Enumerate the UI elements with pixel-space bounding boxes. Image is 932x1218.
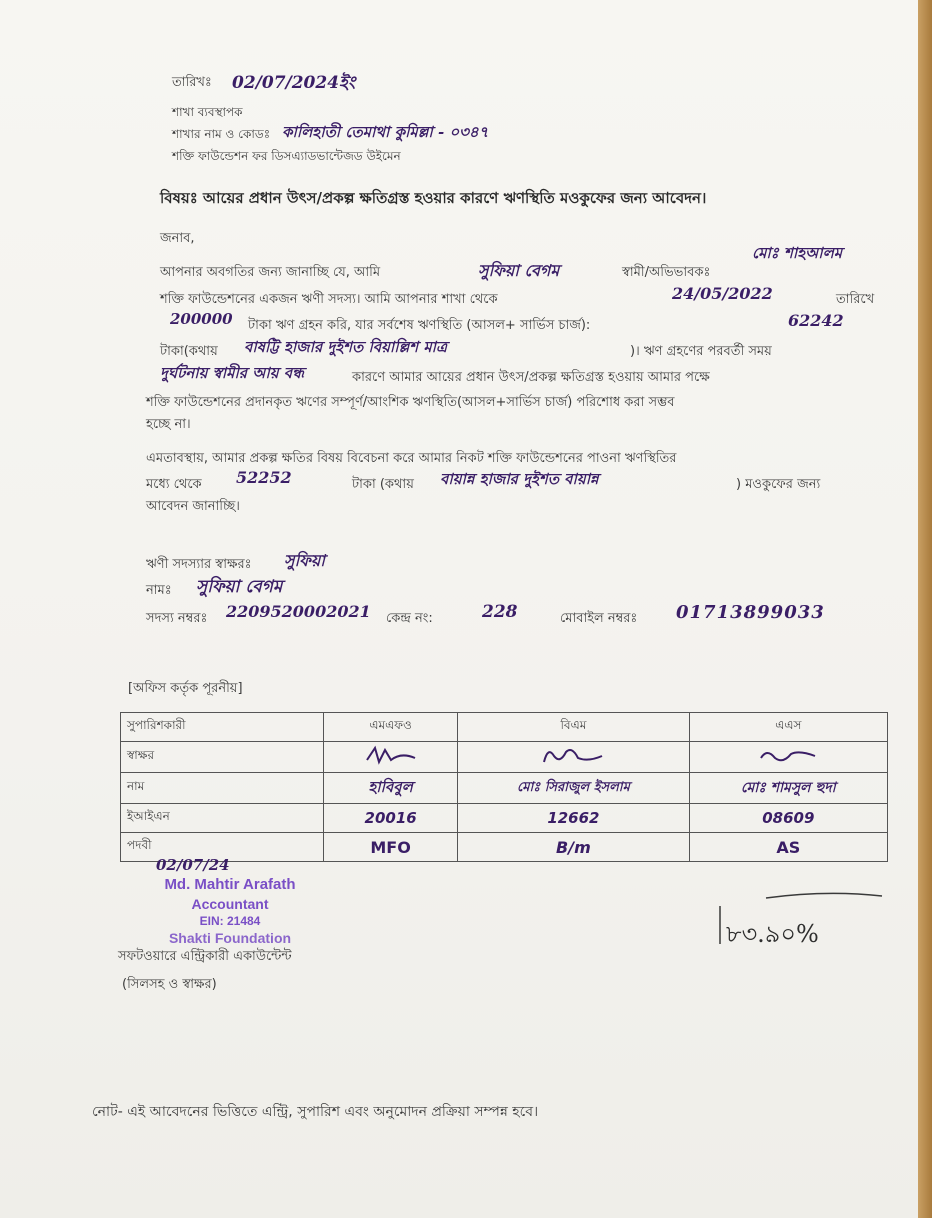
center-label: কেন্দ্র নং:: [386, 611, 433, 626]
para1-line1a: আপনার অবগতির জন্য জানাচ্ছি যে, আমি: [160, 265, 381, 280]
row-label-name: নাম: [121, 773, 324, 804]
para1-line2b: তারিখে: [836, 292, 875, 307]
table-row: [121, 833, 888, 862]
reason-fill: দুর্ঘটনায় স্বামীর আয় বন্ধ: [160, 364, 305, 382]
row-label-signature: স্বাক্ষর: [121, 741, 324, 772]
para2-line2c: ) মওকুফের জন্য: [736, 477, 821, 492]
bm-ein: 12662: [458, 804, 689, 833]
as-designation: AS: [689, 833, 887, 862]
para1-line5b: কারণে আমার আয়ের প্রধান উৎস/প্রকল্প ক্ষতিগ্রস্ত হওয়ায় আমার পক্ষে: [352, 370, 710, 385]
table-row: [121, 741, 888, 772]
waive-words-fill: বায়ান্ন হাজার দুইশত বায়ান্ন: [440, 470, 599, 488]
table-row: [121, 773, 888, 804]
applicant-name-fill: সুফিয়া বেগম: [478, 261, 560, 280]
member-no-fill: 2209520002021: [226, 602, 371, 621]
guardian-fill: মোঃ শাহআলম: [752, 244, 843, 262]
office-table: [120, 712, 888, 862]
date-value: 02/07/2024ইং: [232, 73, 356, 93]
member-signature: সুফিয়া: [284, 551, 325, 570]
percent-note: ৮৩.৯০%: [726, 920, 819, 948]
as-ein: 08609: [689, 804, 887, 833]
as-signature: [689, 741, 887, 772]
branch-value: কালিহাতী তেমাথা কুমিল্লা - ০৩৪৭: [282, 123, 489, 141]
row-label-designation: পদবী: [121, 833, 324, 862]
table-row: [121, 804, 888, 833]
office-heading: [অফিস কর্তৃক পূরনীয়]: [128, 681, 243, 696]
para1-line4a: টাকা(কথায়: [160, 344, 218, 359]
mfo-signature-scribble: [361, 744, 421, 766]
mfo-ein: 20016: [324, 804, 458, 833]
bm-name: মোঃ সিরাজুল ইসলাম: [458, 773, 689, 804]
salutation: জনাব,: [160, 231, 195, 246]
organization-name: শক্তি ফাউন্ডেশন ফর ডিসএ্যাডভান্টেজড উইমেন: [172, 149, 401, 163]
para1-line7: হচ্ছে না।: [146, 417, 191, 432]
table-edge: [918, 0, 932, 1218]
mfo-name: হাবিবুল: [324, 773, 458, 804]
member-name-label: নামঃ: [146, 583, 172, 598]
date-label: তারিখঃ: [172, 75, 212, 90]
recipient-title: শাখা ব্যবস্থাপক: [172, 105, 243, 119]
stamp-ein: EIN: 21484: [199, 914, 261, 928]
header-bm: বিএম: [458, 713, 689, 742]
row-label-ein: ইআইএন: [121, 804, 324, 833]
mobile-label: মোবাইল নম্বরঃ: [560, 611, 638, 626]
loan-date-fill: 24/05/2022: [672, 284, 773, 303]
footnote: নোট- এই আবেদনের ভিত্তিতে এন্ট্রি, সুপারিশ এবং অনুমোদন প্রক্রিয়া সম্পন্ন হবে।: [92, 1104, 539, 1120]
para2-line2a: মধ্যে থেকে: [146, 477, 202, 492]
table-header-row: [121, 713, 888, 742]
loan-amount-fill: 200000: [170, 310, 233, 328]
header-recommender: সুপারিশকারী: [121, 713, 324, 742]
para2-line2b: টাকা (কথায়: [352, 477, 414, 492]
header-as: এএস: [689, 713, 887, 742]
bm-designation: B/m: [458, 833, 689, 862]
branch-label: শাখার নাম ও কোডঃ: [172, 127, 271, 141]
para1-line1b: স্বামী/অভিভাবকঃ: [622, 265, 711, 280]
mfo-designation: MFO: [324, 833, 458, 862]
member-name-fill: সুফিয়া বেগম: [196, 577, 283, 597]
accountant-label: সফটওয়ারে এন্ট্রিকারী একাউন্টেন্ট: [118, 949, 292, 964]
subject-line: বিষয়ঃ আয়ের প্রধান উৎস/প্রকল্প ক্ষতিগ্রস্ত হওয়ার কারণে ঋণস্থিতি মওকুফের জন্য আবেদন।: [160, 189, 707, 207]
para2-line1: এমতাবস্থায়, আমার প্রকল্প ক্ষতির বিষয় বিবেচনা করে আমার নিকট শক্তি ফাউন্ডেশনের পাওনা ঋণস্থিতির: [146, 451, 677, 466]
accountant-sublabel: (সিলসহ ও স্বাক্ষর): [122, 977, 217, 992]
stamp-name: Md. Mahtir Arafath: [164, 876, 296, 893]
member-signature-label: ঋণী সদস্যার স্বাক্ষরঃ: [146, 557, 252, 572]
para1-line4b: )। ঋণ গ্রহণের পরবর্তী সময়: [630, 344, 772, 359]
bm-signature-scribble: [538, 744, 608, 766]
mfo-signature: [324, 741, 458, 772]
outstanding-fill: 62242: [788, 311, 844, 330]
para1-line6: শক্তি ফাউন্ডেশনের প্রদানকৃত ঋণের সম্পূর্ণ/আংশিক ঋণস্থিতি(আসল+সার্ভিস চার্জ) পরিশোধ করা সম্ভব: [146, 395, 675, 410]
para1-line2a: শক্তি ফাউন্ডেশনের একজন ঋণী সদস্য। আমি আপনার শাখা থেকে: [160, 292, 498, 307]
stamp-org: Shakti Foundation: [168, 930, 292, 946]
center-fill: 228: [482, 602, 518, 622]
para1-line3a: টাকা ঋণ গ্রহন করি, যার সর্বশেষ ঋণস্থিতি (আসল+ সার্ভিস চার্জ):: [248, 318, 591, 333]
accountant-signature-date: 02/07/24: [156, 856, 230, 874]
member-no-label: সদস্য নম্বরঃ: [146, 611, 208, 626]
outstanding-words-fill: বাষট্টি হাজার দুইশত বিয়াল্লিশ মাত্র: [244, 338, 448, 356]
bm-signature: [458, 741, 689, 772]
as-name: মোঃ শামসুল হুদা: [689, 773, 887, 804]
mobile-fill: 01713899033: [676, 602, 825, 623]
stamp-title: Accountant: [191, 896, 269, 912]
header-mfo: এমএফও: [324, 713, 458, 742]
waive-amount-fill: 52252: [236, 468, 292, 487]
para2-line3: আবেদন জানাচ্ছি।: [146, 499, 240, 514]
as-signature-scribble: [753, 744, 823, 766]
